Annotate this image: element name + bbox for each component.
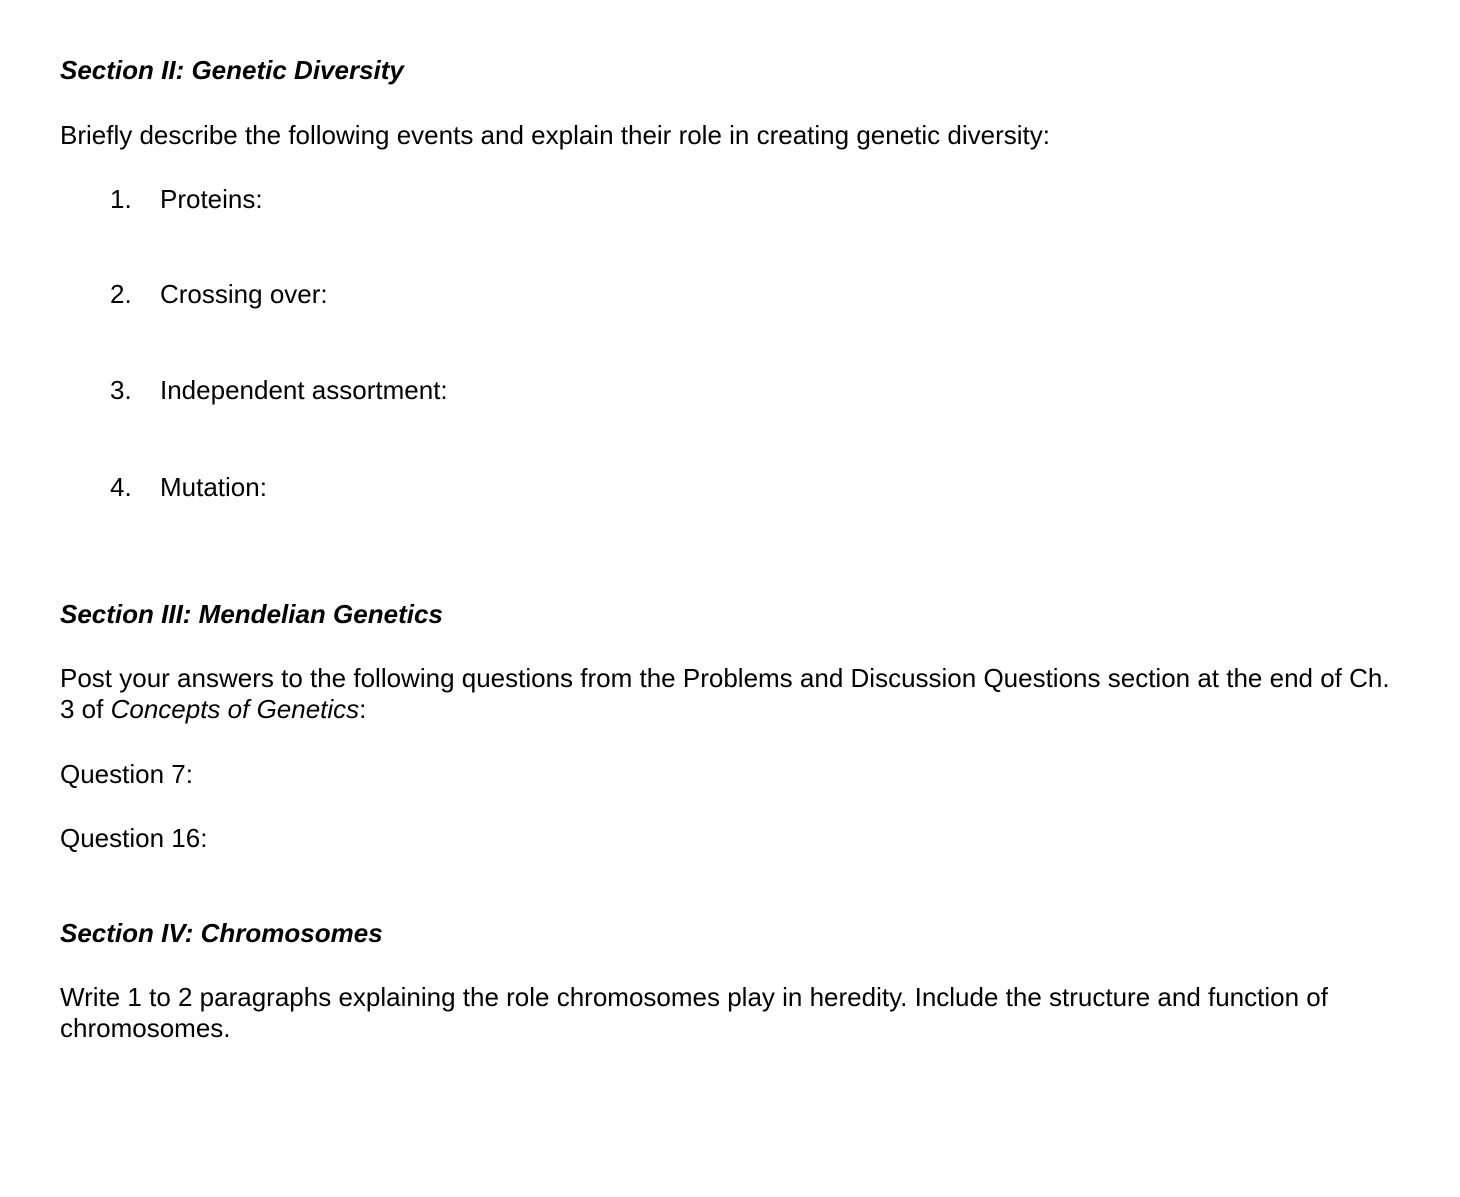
- list-item-text: Independent assortment:: [160, 375, 448, 405]
- list-item-text: Crossing over:: [160, 279, 328, 309]
- list-item-text: Mutation:: [160, 472, 267, 502]
- list-item-number: 1.: [110, 184, 132, 214]
- section-4-body: Write 1 to 2 paragraphs explaining the role chromosomes play in heredity. Include the structure and function of chromosomes.: [60, 982, 1328, 1043]
- section-2-heading: Section II: Genetic Diversity: [60, 55, 404, 85]
- question-7-label: Question 7:: [60, 759, 193, 789]
- list-item-number: 4.: [110, 472, 132, 502]
- section-2-intro: Briefly describe the following events and explain their role in creating genetic diversity:: [60, 120, 1050, 150]
- section-3-intro: [60, 663, 1390, 725]
- list-item-number: 3.: [110, 375, 132, 405]
- question-16-label: Question 16:: [60, 823, 208, 853]
- section-3-intro-end: :: [359, 694, 367, 724]
- section-3-intro-text: Post your answers to the following questions from the Problems and Discussion Questions section at the end of Ch. 3 of: [60, 663, 1390, 724]
- list-item-text: Proteins:: [160, 184, 263, 214]
- section-3-heading: Section III: Mendelian Genetics: [60, 599, 443, 629]
- section-4-heading: Section IV: Chromosomes: [60, 918, 383, 948]
- book-title: Concepts of Genetics: [110, 694, 360, 724]
- list-item-number: 2.: [110, 279, 132, 309]
